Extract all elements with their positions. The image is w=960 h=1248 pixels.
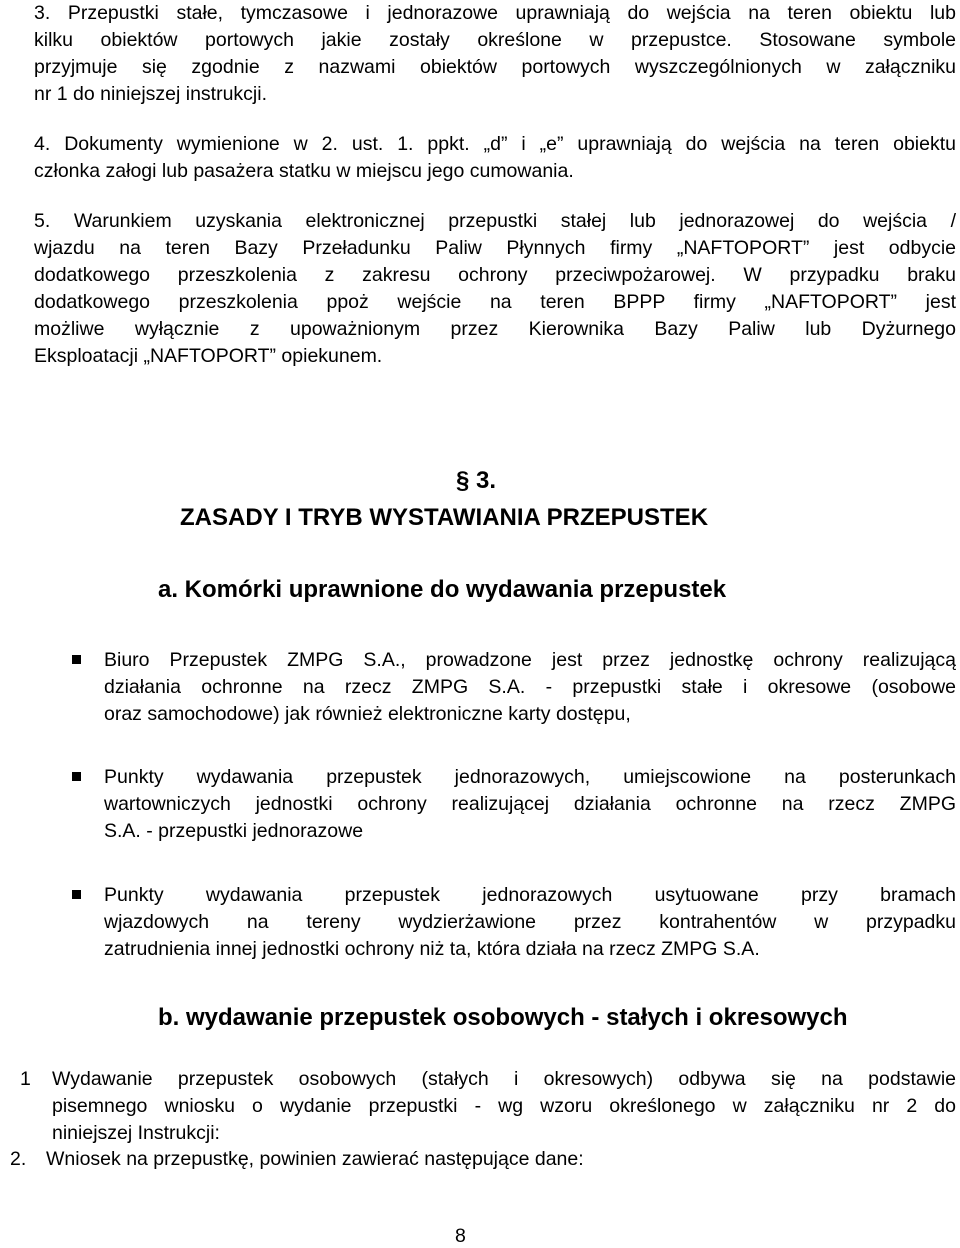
text-line: S.A. - przepustki jednorazowe bbox=[104, 820, 364, 842]
bullet-square-icon bbox=[72, 655, 81, 664]
text-line: Eksploatacji „NAFTOPORT” opiekunem. bbox=[34, 345, 383, 367]
text-line: Wniosek na przepustkę, powinien zawierać następujące dane: bbox=[46, 1148, 584, 1170]
text-line: Punkty wydawania przepustek jednorazowych, umiejscowione na posterunkach bbox=[104, 766, 956, 788]
text-line: kilku obiektów portowych jakie zostały określone w przepustce. Stosowane symbole bbox=[34, 29, 956, 51]
text-line: Punkty wydawania przepustek jednorazowych usytuowane przy bramach bbox=[104, 884, 956, 906]
text-line: wjazdu na teren Bazy Przeładunku Paliw Płynnych firmy „NAFTOPORT” jest odbycie bbox=[34, 237, 956, 259]
section-number: § 3. bbox=[456, 467, 497, 494]
text-line: członka załogi lub pasażera statku w miejscu jego cumowania. bbox=[34, 160, 574, 182]
subsection-b-title: b. wydawanie przepustek osobowych - stałych i okresowych bbox=[158, 1004, 848, 1031]
list-item bbox=[52, 1066, 956, 1147]
list-number: 1 bbox=[20, 1068, 31, 1090]
paragraph-item-3 bbox=[34, 0, 956, 108]
bullet-item bbox=[104, 764, 956, 845]
text-line: Wydawanie przepustek osobowych (stałych i okresowych) odbywa się na podstawie bbox=[52, 1068, 956, 1090]
text-line: niniejszej Instrukcji: bbox=[52, 1122, 220, 1144]
list-item bbox=[46, 1146, 956, 1173]
subsection-a-title: a. Komórki uprawnione do wydawania przepustek bbox=[158, 576, 727, 603]
text-line: dodatkowego przeszkolenia ppoż wejście na teren BPPP firmy „NAFTOPORT” jest bbox=[34, 291, 956, 313]
text-line: wjazdowych na tereny wydzierżawione przez kontrahentów w przypadku bbox=[104, 911, 956, 933]
page-number: 8 bbox=[455, 1225, 466, 1247]
text-line: przyjmuje się zgodnie z nazwami obiektów portowych wyszczególnionych w załączniku bbox=[34, 56, 956, 78]
bullet-square-icon bbox=[72, 772, 81, 781]
text-line: 5. Warunkiem uzyskania elektronicznej przepustki stałej lub jednorazowej do wejścia / bbox=[34, 210, 956, 232]
section-title: ZASADY I TRYB WYSTAWIANIA PRZEPUSTEK bbox=[180, 504, 709, 531]
text-line: oraz samochodowe) jak również elektroniczne karty dostępu, bbox=[104, 703, 631, 725]
bullet-item bbox=[104, 647, 956, 728]
paragraph-item-4 bbox=[34, 131, 956, 185]
paragraph-item-5 bbox=[34, 208, 956, 370]
text-line: wartowniczych jednostki ochrony realizującej działania ochronne na rzecz ZMPG bbox=[104, 793, 956, 815]
bullet-square-icon bbox=[72, 890, 81, 899]
text-line: 3. Przepustki stałe, tymczasowe i jednorazowe uprawniają do wejścia na teren obiektu lub bbox=[34, 2, 956, 24]
text-line: działania ochronne na rzecz ZMPG S.A. - przepustki stałe i okresowe (osobowe bbox=[104, 676, 956, 698]
text-line: zatrudnienia innej jednostki ochrony niż ta, która działa na rzecz ZMPG S.A. bbox=[104, 938, 760, 960]
text-line: 4. Dokumenty wymienione w 2. ust. 1. ppkt. „d” i „e” uprawniają do wejścia na teren obiektu bbox=[34, 133, 956, 155]
text-line: możliwe wyłącznie z upoważnionym przez Kierownika Bazy Paliw lub Dyżurnego bbox=[34, 318, 956, 340]
text-line: pisemnego wniosku o wydanie przepustki - wg wzoru określonego w załączniku nr 2 do bbox=[52, 1095, 956, 1117]
bullet-item bbox=[104, 882, 956, 963]
list-number: 2. bbox=[10, 1148, 27, 1170]
text-line: Biuro Przepustek ZMPG S.A., prowadzone jest przez jednostkę ochrony realizującą bbox=[104, 649, 956, 671]
text-line: dodatkowego przeszkolenia z zakresu ochrony przeciwpożarowej. W przypadku braku bbox=[34, 264, 956, 286]
text-line: nr 1 do niniejszej instrukcji. bbox=[34, 83, 268, 105]
